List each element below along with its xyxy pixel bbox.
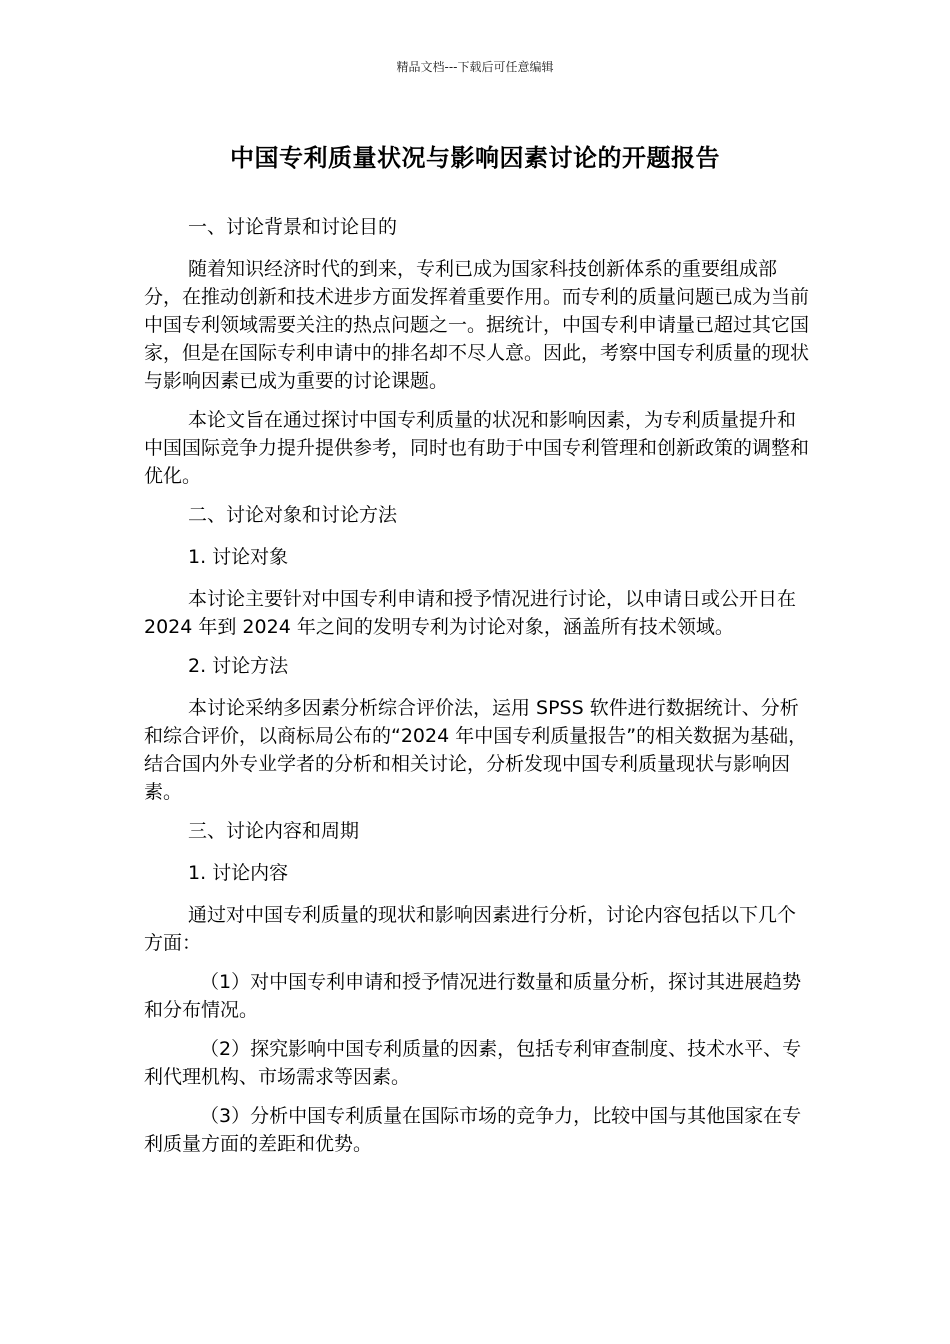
- section-heading-2: 二、讨论对象和讨论方法: [188, 504, 398, 526]
- subheading-method: 2. 讨论方法: [188, 655, 289, 677]
- paragraph-background-1: 随着知识经济时代的到来，专利已成为国家科技创新体系的重要组成部分，在推动创新和技术进步方面发挥着重要作用。而专利的质量问题已成为当前中国专利领域需要关注的热点问题之一。据统计，中国专利申请量已超过其它国家，但是在国际专利申请中的排名却不尽人意。因此，考察中国专利质量的现状与影响因素已成为重要的讨论课题。: [144, 258, 810, 392]
- list-item-2: （2）探究影响中国专利质量的因素，包括专利审查制度、技术水平、专利代理机构、市场需求等因素。: [144, 1038, 802, 1088]
- paragraph-content: 通过对中国专利质量的现状和影响因素进行分析，讨论内容包括以下几个方面：: [144, 904, 797, 954]
- page-header: 精品文档---下载后可任意编辑: [396, 60, 554, 74]
- document-body: [144, 213, 812, 1169]
- section-heading-1: 一、讨论背景和讨论目的: [188, 216, 398, 238]
- subheading-object: 1. 讨论对象: [188, 546, 289, 568]
- document-title: 中国专利质量状况与影响因素讨论的开题报告: [230, 144, 720, 172]
- paragraph-method: 本讨论采纳多因素分析综合评价法，运用 SPSS 软件进行数据统计、分析和综合评价，以商标局公布的“2024 年中国专利质量报告”的相关数据为基础，结合国内外专业学者的分析和相关讨论，分析发现中国专利质量现状与影响因素。: [144, 697, 808, 803]
- list-item-1: （1）对中国专利申请和授予情况进行数量和质量分析，探讨其进展趋势和分布情况。: [144, 971, 802, 1021]
- paragraph-background-2: 本论文旨在通过探讨中国专利质量的状况和影响因素，为专利质量提升和中国国际竞争力提升提供参考，同时也有助于中国专利管理和创新政策的调整和优化。: [144, 409, 810, 487]
- list-item-3: （3）分析中国专利质量在国际市场的竞争力，比较中国与其他国家在专利质量方面的差距和优势。: [144, 1105, 802, 1155]
- subheading-content: 1. 讨论内容: [188, 862, 289, 884]
- section-heading-3: 三、讨论内容和周期: [188, 820, 360, 842]
- paragraph-object: 本讨论主要针对中国专利申请和授予情况进行讨论，以申请日或公开日在 2024 年到 2024 年之间的发明专利为讨论对象，涵盖所有技术领域。: [144, 588, 797, 638]
